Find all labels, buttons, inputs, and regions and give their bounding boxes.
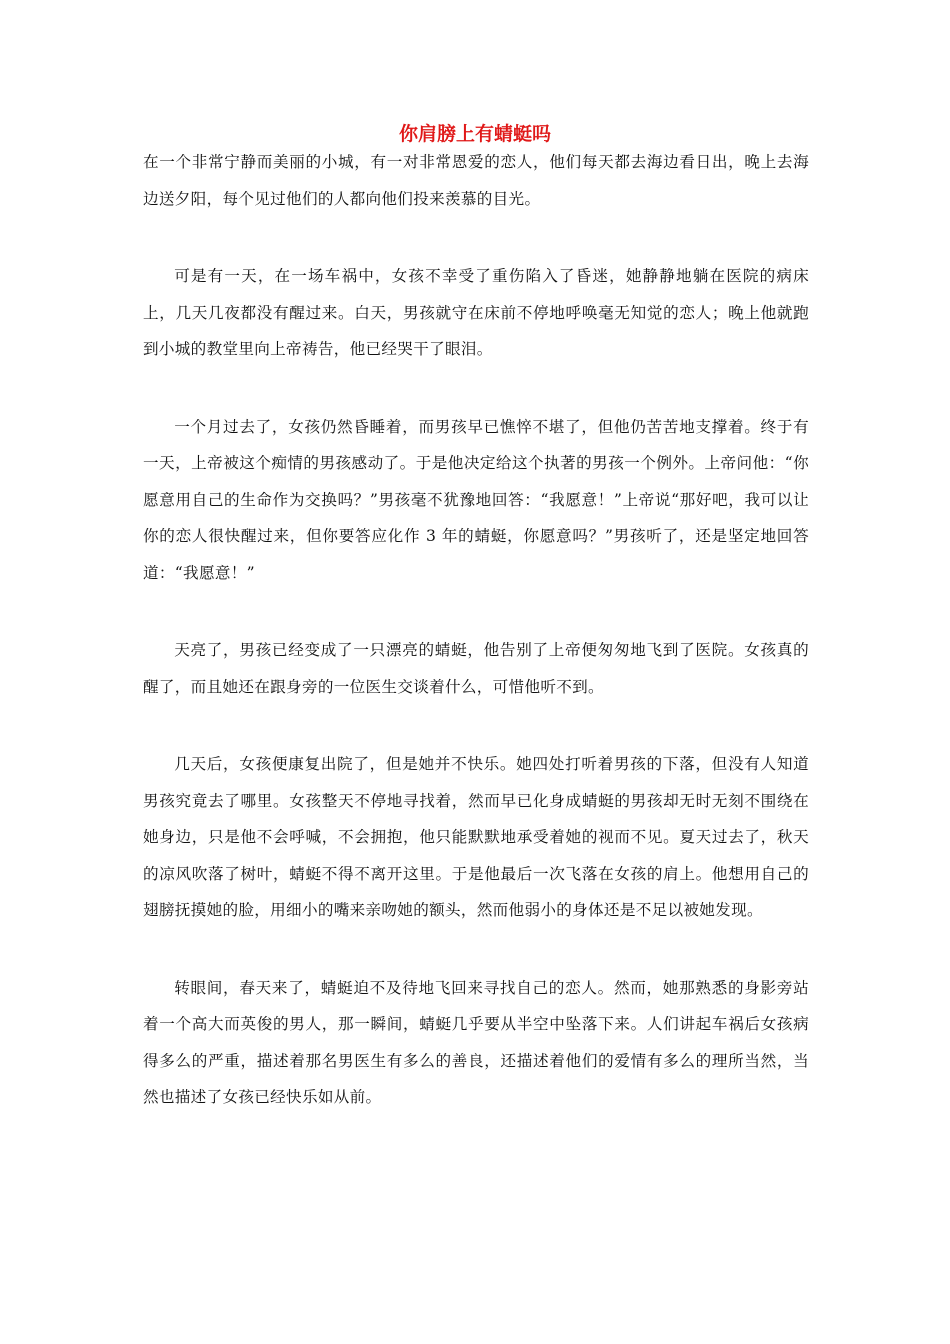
paragraph-4: 天亮了，男孩已经变成了一只漂亮的蜻蜓，他告别了上帝便匆匆地飞到了医院。女孩真的醒了，而且她还在跟身旁的一位医生交谈着什么，可惜他听不到。 [143, 641, 809, 696]
paragraph-3: 一个月过去了，女孩仍然昏睡着，而男孩早已憔悴不堪了，但他仍苦苦地支撑着。终于有一天，上帝被这个痴情的男孩感动了。于是他决定给这个执著的男孩一个例外。上帝问他：“你愿意用自己的生命作为交换吗？”男孩毫不犹豫地回答：“我愿意！”上帝说“那好吧，我可以让你的恋人很快醒过来，但你要答应化作 3 年的蜻蜓，你愿意吗？”男孩听了，还是坚定地回答道：“我愿意！” [143, 417, 809, 582]
paragraph-6: 转眼间，春天来了，蜻蜓迫不及待地飞回来寻找自己的恋人。然而，她那熟悉的身影旁站着一个高大而英俊的男人，那一瞬间，蜻蜓几乎要从半空中坠落下来。人们讲起车祸后女孩病得多么的严重，描述着那名男医生有多么的善良，还描述着他们的爱情有多么的理所当然，当然也描述了女孩已经快乐如从前。 [143, 978, 809, 1106]
paragraph-5: 几天后，女孩便康复出院了，但是她并不快乐。她四处打听着男孩的下落，但没有人知道男孩究竟去了哪里。女孩整天不停地寻找着，然而早已化身成蜻蜓的男孩却无时无刻不围绕在她身边，只是他不会呼喊，不会拥抱，他只能默默地承受着她的视而不见。夏天过去了，秋天的凉风吹落了树叶，蜻蜓不得不离开这里。于是他最后一次飞落在女孩的肩上。他想用自己的翅膀抚摸她的脸，用细小的嘴来亲吻她的额头，然而他弱小的身体还是不足以被她发现。 [143, 755, 809, 919]
article-body [143, 144, 809, 1157]
paragraph-1: 在一个非常宁静而美丽的小城，有一对非常恩爱的恋人，他们每天都去海边看日出，晚上去海边送夕阳，每个见过他们的人都向他们投来羡慕的目光。 [143, 153, 809, 208]
paragraph-2: 可是有一天，在一场车祸中，女孩不幸受了重伤陷入了昏迷，她静静地躺在医院的病床上，几天几夜都没有醒过来。白天，男孩就守在床前不停地呼唤毫无知觉的恋人；晚上他就跑到小城的教堂里向上帝祷告，他已经哭干了眼泪。 [143, 267, 809, 358]
document-title: 你肩膀上有蜻蜓吗 [398, 123, 551, 145]
